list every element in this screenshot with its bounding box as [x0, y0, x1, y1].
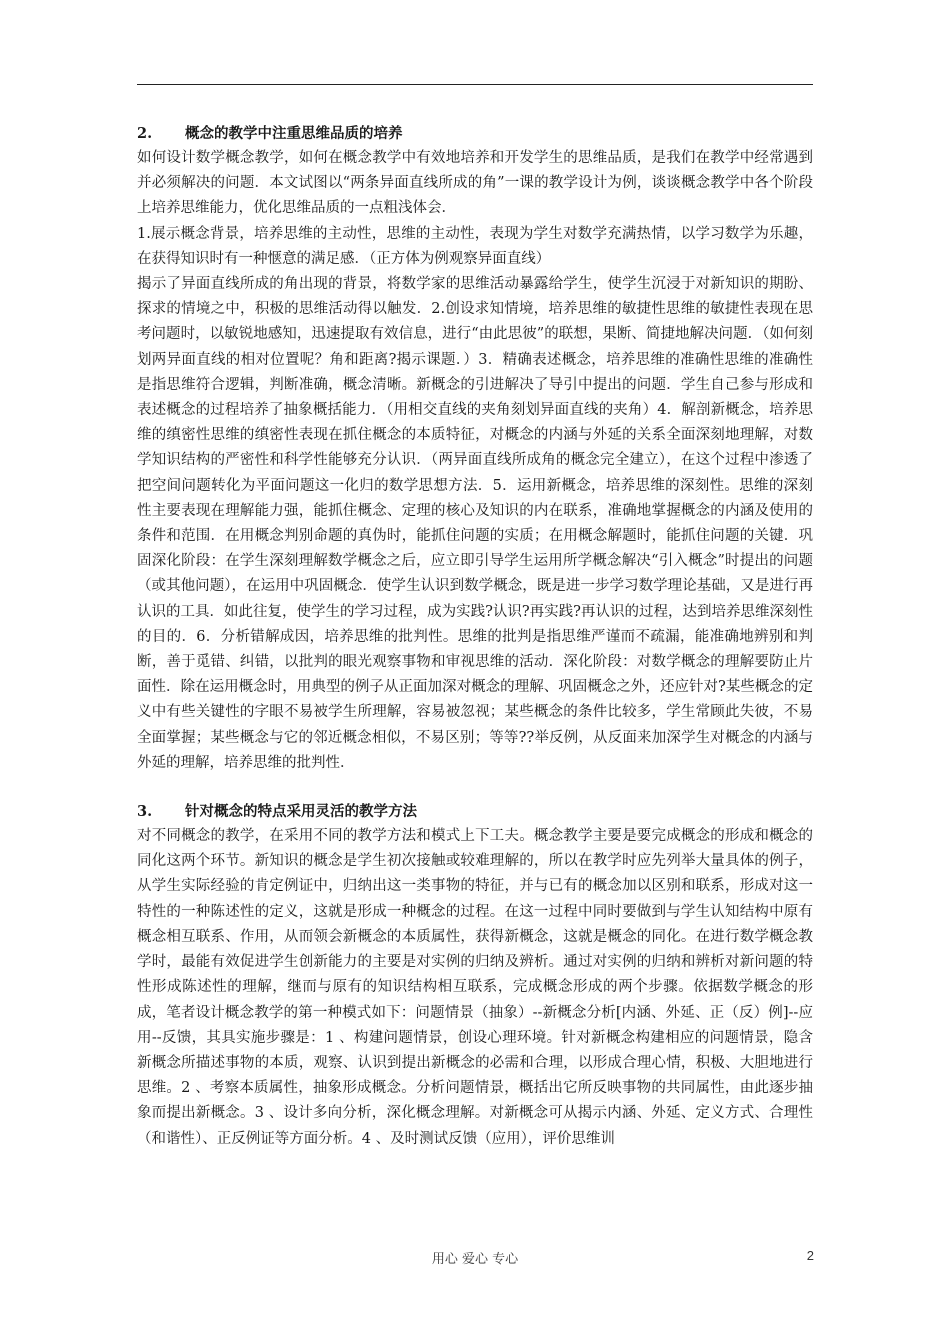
section-2-paragraph-2: 1.展示概念背景，培养思维的主动性，思维的主动性，表现为学生对数学充满热情，以学习数学为乐趣，在获得知识时有一种惬意的满足感．（正方体为例观察异面直线） — [137, 225, 813, 267]
page-number: 2 — [806, 1248, 814, 1263]
section-2-heading — [137, 121, 813, 146]
section-3-heading — [137, 799, 813, 824]
section-2-number: 2. — [137, 125, 153, 142]
section-2-paragraph-1: 如何设计数学概念教学，如何在概念教学中有效地培养和开发学生的思维品质，是我们在教学中经常遇到并必须解决的问题．本文试图以“两条异面直线所成的角”一课的教学设计为例，谈谈概念教学中各个阶段上培养思维能力，优化思维品质的一点粗浅体会． — [137, 150, 813, 217]
footer-slogan: 用心 爱心 专心 — [431, 1252, 519, 1267]
section-3-paragraph-1: 对不同概念的教学，在采用不同的教学方法和模式上下工夫。概念教学主要是要完成概念的形成和概念的同化这两个环节。新知识的概念是学生初次接触或较难理解的，所以在教学时应先列举大量具体的例子，从学生实际经验的肯定例证中，归纳出这一类事物的特征，并与已有的概念加以区别和联系，形成对这一特性的一种陈述性的定义，这就是形成一种概念的过程。在这一过程中同时要做到与学生认知结构中原有概念相互联系、作用，从而领会新概念的本质属性，获得新概念，这就是概念的同化。在进行数学概念教学时，最能有效促进学生创新能力的主要是对实例的归纳及辨析。通过对实例的归纳和辨析对新问题的特性形成陈述性的理解，继而与原有的知识结构相互联系，完成概念形成的两个步骤。依据数学概念的形成，笔者设计概念教学的第一种模式如下：问题情景（抽象）--新概念分析[内涵、外延、正（反）例]--应用--反馈，其具实施步骤是：1 、构建问题情景，创设心理环境。针对新概念构建相应的问题情景，隐含新概念所描述事物的本质，观察、认识到提出新概念的必需和合理，以形成合理心情，积极、大胆地进行思维。2 、考察本质属性，抽象形成概念。分析问题情景，概括出它所反映事物的共同属性，由此逐步抽象而提出新概念。3 、设计多向分析，深化概念理解。对新概念可从揭示内涵、外延、定义方式、合理性（和谐性）、正反例证等方面分析。4 、及时测试反馈（应用），评价思维训 — [137, 828, 813, 1147]
document-body — [137, 121, 813, 1152]
header-rule — [137, 84, 813, 85]
section-3-number: 3. — [137, 803, 153, 821]
section-2-title: 概念的教学中注重思维品质的培养 — [185, 125, 403, 142]
section-2-paragraph-3: 揭示了异面直线所成的角出现的背景，将数学家的思维活动暴露给学生，使学生沉浸于对新知识的期盼、探求的情境之中，积极的思维活动得以触发．2.创设求知情境，培养思维的敏捷性思维的敏捷性表现在思考问题时，以敏锐地感知，迅速提取有效信息，进行“由此思彼”的联想，果断、简捷地解决问题．（如何刻划两异面直线的相对位置呢？角和距离?揭示课题．）3．精确表述概念，培养思维的准确性思维的准确性是指思维符合逻辑，判断准确，概念清晰。新概念的引进解决了导引中提出的问题．学生自己参与形成和表述概念的过程培养了抽象概括能力．（用相交直线的夹角刻划异面直线的夹角）4．解剖新概念，培养思维的缜密性思维的缜密性表现在抓住概念的本质特征，对概念的内涵与外延的关系全面深刻地理解，对数学知识结构的严密性和科学性能够充分认识．（两异面直线所成角的概念完全建立），在这个过程中渗透了把空间问题转化为平面问题这一化归的数学思想方法．5．运用新概念，培养思维的深刻性。思维的深刻性主要表现在理解能力强，能抓住概念、定理的核心及知识的内在联系，准确地掌握概念的内涵及使用的条件和范围．在用概念判别命题的真伪时，能抓住问题的实质；在用概念解题时，能抓住问题的关键．巩固深化阶段：在学生深刻理解数学概念之后，应立即引导学生运用所学概念解决“引入概念”时提出的问题（或其他问题），在运用中巩固概念．使学生认识到数学概念，既是进一步学习数学理论基础，又是进行再认识的工具．如此往复，使学生的学习过程，成为实践?认识?再实践?再认识的过程，达到培养思维深刻性的目的．6．分析错解成因，培养思维的批判性。思维的批判是指思维严谨而不疏漏，能准确地辨别和判断，善于觅错、纠错，以批判的眼光观察事物和审视思维的活动．深化阶段：对数学概念的理解要防止片面性．除在运用概念时，用典型的例子从正面加深对概念的理解、巩固概念之外，还应针对?某些概念的定义中有些关键性的字眼不易被学生所理解，容易被忽视；某些概念的条件比较多，学生常顾此失彼，不易全面掌握；某些概念与它的邻近概念相似，不易区别；等等??举反例，从反面来加深学生对概念的内涵与外延的理解，培养思维的批判性． — [137, 276, 813, 771]
section-gap — [137, 776, 813, 799]
section-3-title: 针对概念的特点采用灵活的教学方法 — [185, 803, 417, 821]
